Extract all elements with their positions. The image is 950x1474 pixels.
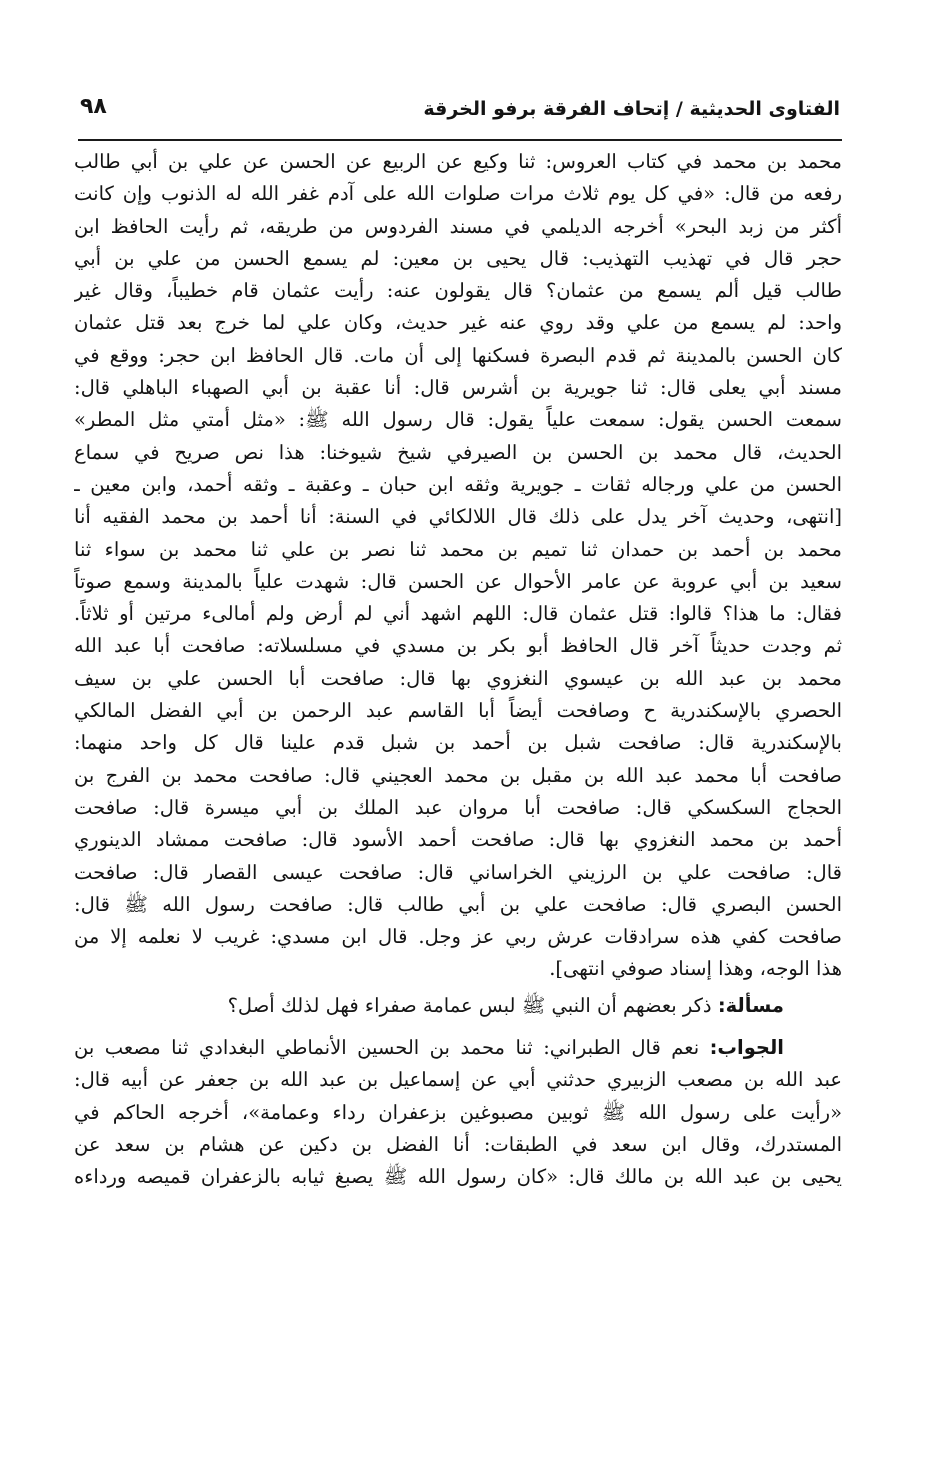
text-line: ثم وجدت حديثاً آخر قال الحافظ أبو بكر بن مسدي في مسلسلاته: صافحت أبا عبد الله — [74, 634, 842, 658]
text-line: محمد بن أحمد بن حمدان ثنا تميم بن محمد ثنا نصر بن علي ثنا محمد بن سواء ثنا — [74, 537, 842, 561]
answer-first-line-text: نعم قال الطبراني: ثنا محمد بن الحسين الأنماطي البغدادي ثنا مصعب بن — [74, 1036, 710, 1060]
page-number: ٩٨ — [80, 94, 107, 119]
question-label: مسألة: — [717, 993, 784, 1017]
header-rule — [78, 139, 842, 141]
text-line: «رأيت على رسول الله ﷺ ثوبين مصبوغين بزعفران رداء وعمامة»، أخرجه الحاكم في — [74, 1100, 842, 1124]
text-line: فقال: ما هذا؟ قالوا: قتل عثمان قال: اللهم اشهد أني لم أرض ولم أمالىء مرتين أو ثلاثاً. — [74, 602, 842, 626]
text-line: [انتهى، وحديث آخر يدل على ذلك قال اللالكائي في السنة: أنا أحمد بن محمد الفقيه أنا — [74, 505, 842, 529]
text-line: قال: صافحت علي بن الرزيني الخراساني قال: صافحت عيسى القصار قال: صافحت — [74, 860, 842, 884]
text-line: محمد بن عبد الله بن عيسوي النغزوي بها قال: صافحت أبا الحسن علي بن سيف — [74, 666, 842, 690]
answer-paragraph — [74, 1032, 842, 1193]
running-header — [80, 92, 840, 132]
text-line: الحصري بالإسكندرية ح وصافحت أيضاً أبا القاسم عبد الرحمن بن أبي الفضل المالكي — [74, 699, 842, 723]
text-line: أحمد بن محمد النغزوي بها قال: صافحت أحمد الأسود قال: صافحت ممشاد الدينوري — [74, 828, 842, 852]
text-line: كان الحسن بالمدينة ثم قدم البصرة فسكنها إلى أن مات. قال الحافظ ابن حجر: ووقع في — [74, 343, 842, 367]
text-line: هذا الوجه، وهذا إسناد صوفي انتهى]. — [549, 957, 842, 981]
answer-label: الجواب: — [709, 1036, 784, 1060]
question-line — [74, 990, 842, 1022]
text-line: صافحت أبا محمد عبد الله بن مقبل بن محمد العجيني قال: صافحت محمد بن الفرج بن — [74, 763, 842, 787]
text-line: الحجاج السكسكي قال: صافحت أبا مروان عبد الملك بن أبي ميسرة قال: صافحت — [74, 795, 842, 819]
text-line: مسند أبي يعلى قال: ثنا جويرية بن أشرس قال: أنا عقبة بن أبي الصهباء الباهلي قال: — [74, 376, 842, 400]
page-body — [74, 146, 842, 1194]
question-text: ذكر بعضهم أن النبي ﷺ لبس عمامة صفراء فهل لذلك أصل؟ — [227, 993, 718, 1017]
text-line: طالب قيل ألم يسمع من عثمان؟ قال يقولون عنه: رأيت عثمان قام خطيباً، وقال غير — [74, 279, 842, 303]
text-line: سعيد بن أبي عروبة عن عامر الأحوال عن الحسن قال: شهدت علياً بالمدينة وسمع صوتاً — [74, 569, 842, 593]
text-line: الحسن من علي ورجاله ثقات ـ جويرية وثقه ابن حبان ـ وعقبة ـ وثقه أحمد، وابن معين ـ — [74, 472, 842, 496]
text-line: صافحت كفي هذه سرادقات عرش ربي عز وجل. قال ابن مسدي: غريب لا نعلمه إلا من — [74, 925, 842, 949]
answer-first-line — [74, 1032, 842, 1064]
text-line: حجر قال في تهذيب التهذيب: قال يحيى بن معين: لم يسمع الحسن من علي بن أبي — [74, 246, 842, 270]
text-line: يحيى بن عبد الله بن مالك قال: «كان رسول الله ﷺ يصبغ ثيابه بالزعفران قميصه ورداءه — [74, 1165, 842, 1189]
paragraph-hadith-discussion — [74, 146, 842, 986]
text-line: المستدرك، وقال ابن سعد في الطبقات: أنا الفضل بن دكين عن هشام بن سعد عن — [74, 1132, 842, 1156]
text-line: سمعت الحسن يقول: سمعت علياً يقول: قال رسول الله ﷺ: «مثل أمتي مثل المطر» — [74, 408, 842, 432]
text-line: أكثر من زبد البحر» أخرجه الديلمي في مسند الفردوس من طريقه، ثم رأيت الحافظ ابن — [74, 214, 842, 238]
text-line: الحديث، قال محمد بن الحسن بن الصيرفي شيخ شيوخنا: هذا نص صريح في سماع — [74, 440, 842, 464]
text-line: بالإسكندرية قال: صافحت شبل بن أحمد بن شبل قدم علينا قال كل واحد منهما: — [74, 731, 842, 755]
text-line: رفعه من قال: «في كل يوم ثلاث مرات صلوات الله على آدم غفر الله له الذنوب وإن كانت — [74, 182, 842, 206]
text-line: واحد: لم يسمع من علي وقد روي عنه غير حديث، وكان علي لما خرج بعد قتل عثمان — [74, 311, 842, 335]
text-line: الحسن البصري قال: صافحت علي بن أبي طالب قال: صافحت رسول الله ﷺ قال: — [74, 892, 842, 916]
running-title: الفتاوى الحديثية / إتحاف الفرقة برفو الخرقة — [423, 98, 840, 120]
text-line: عبد الله بن مصعب الزبيري حدثني أبي عن إسماعيل بن عبد الله بن جعفر عن أبيه قال: — [74, 1068, 842, 1092]
text-line: محمد بن محمد في كتاب العروس: ثنا وكيع عن الربيع عن الحسن عن علي بن أبي طالب — [74, 150, 842, 173]
